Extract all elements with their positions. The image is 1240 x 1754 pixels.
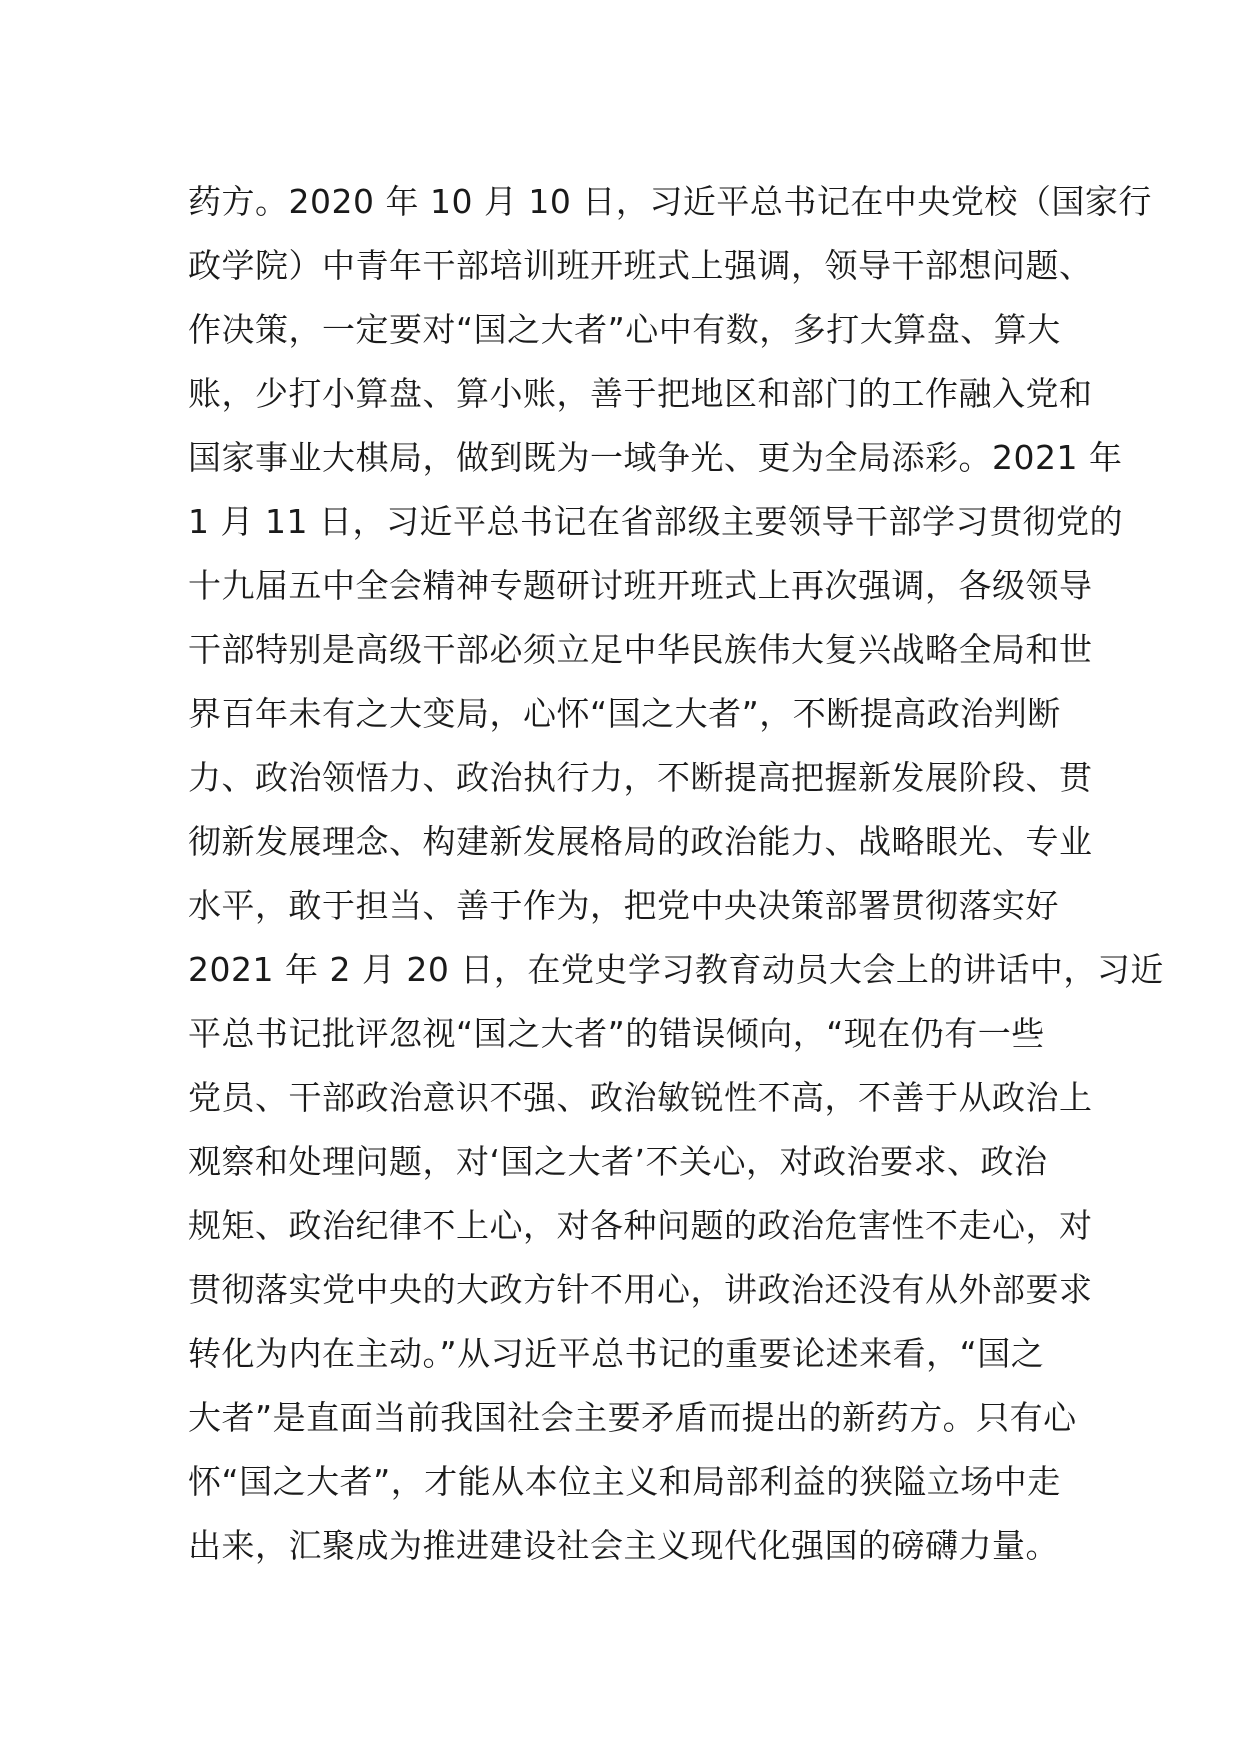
text-line: 观察和处理问题，对‘国之大者’不关心，对政治要求、政治 — [188, 1142, 1048, 1181]
text-line: 政学院）中青年干部培训班开班式上强调，领导干部想问题、 — [188, 246, 1093, 285]
text-line: 十九届五中全会精神专题研讨班开班式上再次强调，各级领导 — [188, 566, 1093, 605]
text-line: 出来，汇聚成为推进建设社会主义现代化强国的磅礴力量。 — [188, 1526, 1059, 1565]
text-line: 力、政治领悟力、政治执行力，不断提高把握新发展阶段、贯 — [188, 758, 1093, 797]
text-line: 规矩、政治纪律不上心，对各种问题的政治危害性不走心，对 — [188, 1206, 1093, 1245]
text-line: 彻新发展理念、构建新发展格局的政治能力、战略眼光、专业 — [188, 822, 1093, 861]
text-line: 2021 年 2 月 20 日，在党史学习教育动员大会上的讲话中，习近 — [188, 950, 1164, 989]
text-line: 平总书记批评忽视“国之大者”的错误倾向，“现在仍有一些 — [188, 1014, 1045, 1053]
text-line: 干部特别是高级干部必须立足中华民族伟大复兴战略全局和世 — [188, 630, 1093, 669]
text-line: 党员、干部政治意识不强、政治敏锐性不高，不善于从政治上 — [188, 1078, 1093, 1117]
text-line: 国家事业大棋局，做到既为一域争光、更为全局添彩。2021 年 — [188, 438, 1123, 477]
text-line: 作决策，一定要对“国之大者”心中有数，多打大算盘、算大 — [188, 310, 1061, 349]
text-line: 水平，敢于担当、善于作为，把党中央决策部署贯彻落实好 — [188, 886, 1059, 925]
text-line: 怀“国之大者”，才能从本位主义和局部利益的狭隘立场中走 — [188, 1462, 1061, 1501]
text-line: 大者”是直面当前我国社会主要矛盾而提出的新药方。只有心 — [188, 1398, 1077, 1437]
text-line: 账，少打小算盘、算小账，善于把地区和部门的工作融入党和 — [188, 374, 1093, 413]
text-line: 转化为内在主动。”从习近平总书记的重要论述来看，“国之 — [188, 1334, 1045, 1373]
text-line: 1 月 11 日，习近平总书记在省部级主要领导干部学习贯彻党的 — [188, 502, 1123, 541]
text-line: 贯彻落实党中央的大政方针不用心，讲政治还没有从外部要求 — [188, 1270, 1093, 1309]
body-paragraph — [188, 170, 1164, 1578]
text-line: 界百年未有之大变局，心怀“国之大者”，不断提高政治判断 — [188, 694, 1061, 733]
text-line: 药方。2020 年 10 月 10 日，习近平总书记在中央党校（国家行 — [188, 182, 1152, 221]
